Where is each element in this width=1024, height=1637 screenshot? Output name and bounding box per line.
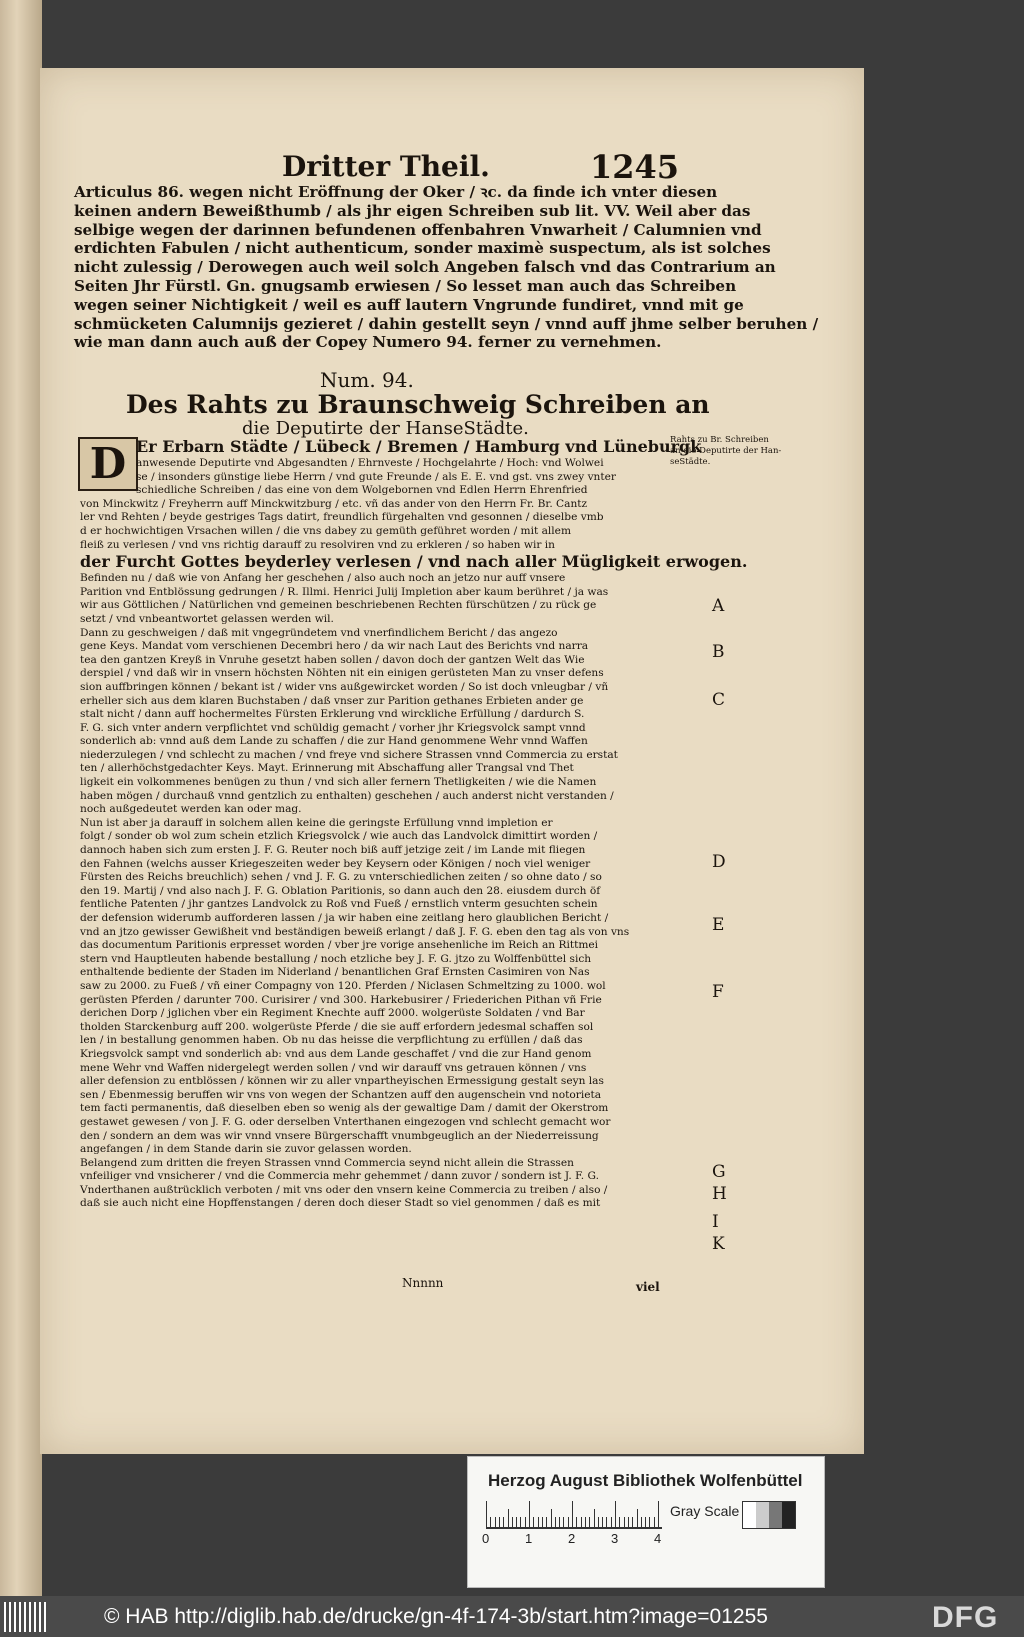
text-line: niederzulegen / vnd schlecht zu machen / vnd freye vnd sichere Strassen vnnd Commercia zu erstat [80,748,618,761]
text-line: der defension widerumb aufforderen lassen / ja wir haben eine zeitlang hero glaublichen Bericht / [80,912,609,924]
text-line: der Furcht Gottes beyderley verlesen / vnd nach aller Mügligkeit erwogen. [80,552,748,572]
text-line: folgt / sonder ob wol zum schein etzlich Kriegsvolck / wie auch das Landvolck dimittirt worden / [80,830,598,843]
text-line: d er hochwichtigen Vrsachen willen / die vns dabey zu gemüth geführet worden / mit allem [80,524,572,537]
text-line: F. G. sich vnter andern verpflichtet vnd schüldig gemacht / vorher jhr Kriegsvolck sampt vnnd [80,721,586,734]
ruler-tick [572,1501,573,1527]
margin-letter: K [712,1234,725,1254]
running-title: Dritter Theil. [282,150,490,183]
text-line: Fürsten des Reichs breuchlich) sehen / vnd J. F. G. zu vnterschiedlichen zeiten / so ohne dato / so [80,871,602,884]
text-line: saw zu 2000. zu Fueß / vñ einer Compagny von 120. Pferden / Niclasen Schmeltzing zu 1000. wol [80,979,606,992]
ruler-number: 1 [525,1531,533,1546]
margin-note-line: an die Deputirte der Han- [670,446,782,456]
dfg-logo: DFG [932,1601,999,1634]
ruler-number: 0 [482,1531,490,1546]
ruler-tick [542,1517,543,1527]
number-heading: Num. 94. [320,368,414,392]
text-line: Kriegsvolck sampt vnd sonderlich ab: vnd aus dem Lande geschaffet / vnd die zur Hand genom [80,1047,592,1060]
ruler-tick [525,1517,526,1527]
ruler-tick [606,1517,607,1527]
text-line: wir aus Göttlichen / Natürlichen vnd gemeinen beschriebenen Rechten fürschützen / zu rück ge [80,599,597,612]
ruler-tick [555,1517,556,1527]
text-line: daß sie auch nicht eine Hopffenstangen / deren doch dieser Stadt so viel genommen / daß es mit [80,1197,601,1210]
text-line: se / insonders günstige liebe Herrn / vnd gute Freunde / als E. E. vnd gst. vns zwey vnter [136,470,616,483]
text-block-1 [74,183,819,352]
footer-credit: © HAB http://diglib.hab.de/drucke/gn-4f-174-3b/start.htm?image=01255 [104,1605,768,1628]
text-line: selbige wegen der darinnen befundenen offenbahren Vnwarheit / Calumnien vnd [74,220,762,239]
ruler-tick [598,1517,599,1527]
text-line: erheller sich aus dem klaren Buchstaben / daß vnser zur Parition gethanes Erbieten ander ge [80,694,584,707]
ruler-tick [624,1517,625,1527]
text-line: Nun ist aber ja darauff in solchem allen keine die geringste Erfüllung vnnd impletion er [80,816,553,829]
text-line: tea den gantzen Kreyß in Vnruhe gesetzt haben sollen / davon doch der gantzen Welt das Wie [80,653,585,666]
ruler-tick [649,1517,650,1527]
section-title: Des Rahts zu Braunschweig Schreiben an [126,390,710,419]
text-line: nicht zulessig / Derowegen auch weil solch Angeben falsch vnd das Contrarium an [74,258,776,277]
ruler-tick [658,1501,659,1527]
text-line: den / sondern an dem was wir vnnd vnsere Bürgerschafft vnumbgeuglich an der Niederreissung [80,1129,599,1142]
ruler-tick [628,1517,629,1527]
ruler-tick [615,1501,616,1527]
ruler-tick [512,1517,513,1527]
ruler-tick [602,1517,603,1527]
text-line: ten / allerhöchstgedachter Keys. Mayt. Erinnerung mit Abschaffung aller Trangsal vnd Thet [80,762,574,775]
text-line: gestawet gewesen / von J. F. G. oder derselben Vnterthanen eingezogen vnd schlecht gemacht wor [80,1115,611,1128]
text-line: len / in bestallung genommen haben. Ob nu das heisse die verpflichtung zu erfüllen / daß das [80,1034,583,1047]
ruler-tick [585,1517,586,1527]
ruler-tick [619,1517,620,1527]
ruler-tick [637,1509,638,1527]
text-line: Er Erbarn Städte / Lübeck / Bremen / Hamburg vnd Lüneburgk [136,437,702,456]
ruler-tick [538,1517,539,1527]
text-line: Befinden nu / daß wie von Anfang her geschehen / also auch noch an jetzo nur auff vnsere [80,572,566,585]
ruler-tick [632,1517,633,1527]
ruler-number: 4 [654,1531,662,1546]
text-line: Articulus 86. wegen nicht Eröffnung der Oker / ꝛc. da finde ich vnter diesen [74,183,718,201]
ruler-tick [520,1517,521,1527]
grayscale-label: Gray Scale [670,1503,740,1519]
margin-note-line: Rahts zu Br. Schreiben [670,435,769,445]
text-line: erdichten Fabulen / nicht authenticum, sonder maximè suspectum, als ist solches [74,239,771,258]
text-line: stalt nicht / dann auff hochermeltes Fürsten Erklerung vnd wirckliche Erfüllung / dardurch S. [80,708,585,721]
ruler-tick [490,1517,491,1527]
text-line: setzt / vnd vnbeantwortet gelassen werden wil. [80,612,334,625]
text-line: anwesende Deputirte vnd Abgesandten / Ehrnveste / Hochgelahrte / Hoch: vnd Wolwei [136,457,604,469]
ruler-tick [529,1501,530,1527]
signature-mark: Nnnnn [402,1276,444,1290]
margin-letter: I [712,1212,719,1232]
text-line: stern vnd Hauptleuten habende bestallung / noch etzliche bey J. F. G. jtzo zu Wolffenbüttel sich [80,952,592,965]
text-line: das documentum Paritionis erpresset worden / vber jre vorige ansehenliche im Reich an Rittmei [80,939,599,952]
ruler-tick [563,1517,564,1527]
text-line: dannoch haben sich zum ersten J. F. G. Reuter noch biß auff jetzige zeit / im Lande mit fliegen [80,844,586,857]
catchword: viel [636,1280,660,1294]
ruler-tick [611,1517,612,1527]
text-line: angefangen / in dem Stande darin sie zuvor gelassen worden. [80,1143,412,1156]
text-line: den Fahnen (welchs ausser Kriegeszeiten weder bey Keysern oder Königen / noch viel weniger [80,857,591,870]
text-line: wegen seiner Nichtigkeit / weil es auff lautern Vngrunde fundiret, vnnd mit ge [74,295,744,314]
ruler-tick [559,1517,560,1527]
text-line: gene Keys. Mandat vom verschienen Decembri hero / da wir nach Laut des Berichts vnd narra [80,640,589,653]
text-line: enthaltende bediente der Staden im Niderland / benantlichen Graf Ernsten Casimiren von Nas [80,966,590,979]
ruler-tick [533,1517,534,1527]
text-line: den 19. Martij / vnd also nach J. F. G. Oblation Paritionis, so dann auch den 28. eiusdem durch öf [80,884,601,897]
footer-bar [0,1596,1024,1637]
text-line: gerüsten Pferden / darunter 700. Curisirer / vnd 300. Harkebusirer / Friederichen Pithan vñ Frie [80,993,602,1006]
margin-note-line: seStädte. [670,457,711,467]
ruler-tick [589,1517,590,1527]
ruler-tick [641,1517,642,1527]
color-target-card [467,1456,825,1588]
text-line: Vnderthanen außtrücklich verboten / mit vns oder den vnsern keine Commercia zu treiben / also / [80,1183,608,1196]
text-line: tholden Starckenburg auff 200. wolgerüste Pferde / die sie auff erfordern jedesmal schaffen sol [80,1020,594,1033]
section-subtitle: die Deputirte der HanseStädte. [242,418,529,439]
text-line: fleiß zu verlesen / vnd vns richtig darauff zu resolviren vnd zu erkleren / so haben wir in [80,538,555,551]
text-line: vnfeiliger vnd vnsicherer / vnd die Commercia mehr gehemmet / dann zuvor / sondern ist J. F. G. [80,1170,599,1183]
barcode-icon [4,1602,46,1632]
margin-letter: H [712,1184,727,1204]
ruler-tick [654,1517,655,1527]
margin-letter: G [712,1162,726,1182]
margin-letter: E [712,915,725,935]
ruler-number: 3 [611,1531,619,1546]
margin-note [670,435,781,468]
ruler-tick [486,1501,487,1527]
margin-letter: A [712,596,725,616]
grayscale-bar [742,1501,796,1529]
margin-letter: F [712,982,724,1002]
text-line: derspiel / vnd daß wir in vnsern höchsten Nöhten nit ein einigen gerüsteten Man zu vnser defens [80,667,604,680]
text-line: schmücketen Calumnijs gezieret / dahin gestellt seyn / vnnd auff jhme selber beruhen / [74,314,819,333]
ruler-tick [551,1509,552,1527]
text-line: Belangend zum dritten die freyen Strassen vnnd Commercia seynd nicht allein die Strassen [80,1156,574,1169]
text-line: wie man dann auch auß der Copey Numero 94. ferner zu vernehmen. [74,333,662,352]
ruler-tick [645,1517,646,1527]
ruler-tick [499,1517,500,1527]
text-line: Seiten Jhr Fürstl. Gn. gnugsamb erwiesen / So lesset man auch das Schreiben [74,276,737,295]
text-line: derichen Dorp / jglichen vber ein Regiment Knechte auff 2000. wolgerüste Soldaten / vnd Bar [80,1007,585,1020]
text-line: tem facti permanentis, daß dieselben eben so wenig als der gewaltige Dam / damit der Okerstrom [80,1102,609,1115]
ruler-tick [503,1517,504,1527]
ruler-number: 2 [568,1531,576,1546]
left-page-edge [0,0,42,1596]
ruler-tick [594,1509,595,1527]
ruler-tick [546,1517,547,1527]
text-line: schiedliche Schreiben / das eine von dem Wolgebornen vnd Edlen Herrn Ehrenfried [136,484,588,497]
text-line: von Minckwitz / Freyherrn auff Minckwitzburg / etc. vñ das ander von den Herrn Fr. Br. Cantz [80,497,588,510]
ruler-tick [568,1517,569,1527]
ruler-tick [516,1517,517,1527]
margin-letter: C [712,690,726,710]
ruler-tick [508,1509,509,1527]
margin-letter: D [712,852,726,872]
decorated-initial: D [78,437,138,491]
target-title: Herzog August Bibliothek Wolfenbüttel [488,1471,803,1490]
scale-ruler [486,1497,662,1529]
text-line: sonderlich ab: vnnd auß dem Lande zu schaffen / die zur Hand genommene Wehr vnnd Waffen [80,735,588,748]
margin-letter: B [712,642,725,662]
page-number: 1245 [590,148,680,186]
ruler-tick [581,1517,582,1527]
text-line: sen / Ebenmessig beruffen wir vns von wegen der Schantzen auff den augenschein vnd notorieta [80,1088,602,1101]
text-line: ler vnd Rehten / beyde gestriges Tags datirt, freundlich fürgehalten vnd gesonnen / dieselbe vmb [80,511,604,524]
text-line: haben mögen / durchauß vnnd gentzlich zu enthalten) geschehen / auch anderst nicht verstanden / [80,789,614,802]
text-line: Parition vnd Entblössung gedrungen / R. Illmi. Henrici Julij Impletion aber kaum berühret / ja was [80,585,609,598]
text-line: ligkeit ein volkommenes benügen zu thun / vnd sich aller fernern Thetligkeiten / wie die Namen [80,776,597,789]
ruler-tick [576,1517,577,1527]
text-line: mene Wehr vnd Waffen nidergelegt werden sollen / vnd wir darauff vns getrauen können / vns [80,1061,587,1074]
text-line: Dann zu geschweigen / daß mit vngegründetem vnd vnerfindlichem Bericht / das angezo [80,626,558,639]
text-line: vnd an jtzo gewisser Gewißheit vnd beständigen beweiß erlangt / daß J. F. G. eben den tag als von vns [80,925,630,938]
text-line: keinen andern Beweißthumb / als jhr eigen Schreiben sub lit. VV. Weil aber das [74,201,751,220]
text-line: fentliche Patenten / jhr gantzes Landvolck zu Roß vnd Fueß / ernstlich vnterm gesuchten schein [80,898,598,911]
text-line: sion auffbringen können / bekant ist / wider vns außgewircket worden / So ist doch vnleugbar / vñ [80,680,609,693]
ruler-tick [495,1517,496,1527]
text-line: noch außgedeutet werden kan oder mag. [80,803,302,816]
text-line: aller defension zu entblössen / können wir zu aller vnpartheyischen Ermessigung gestalt seyn las [80,1075,604,1088]
